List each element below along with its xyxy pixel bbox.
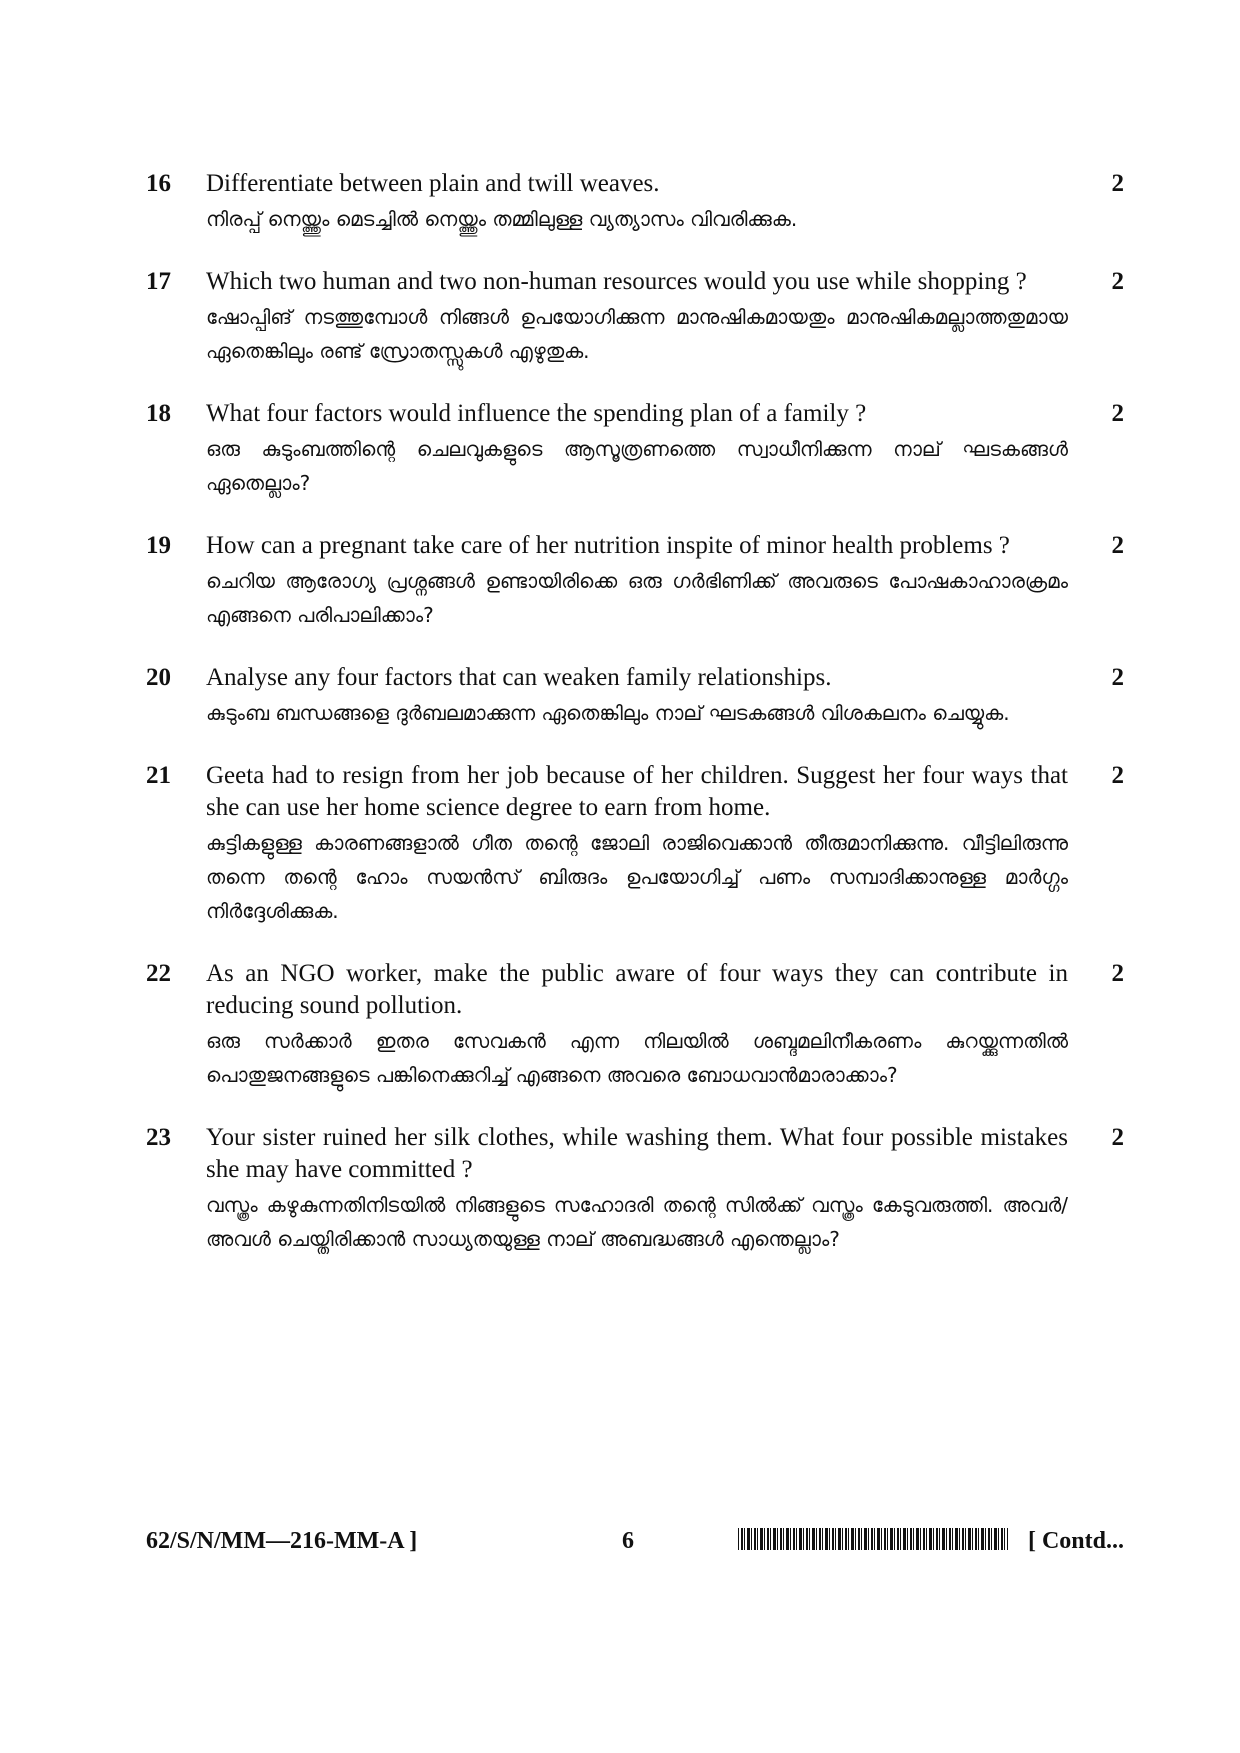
question-text-english: Differentiate between plain and twill weaves. [206,170,660,197]
question-16 [146,168,1124,236]
question-text-english: What four factors would influence the spending plan of a family ? [206,400,867,427]
question-text-malayalam: കുട്ടികളുള്ള കാരണങ്ങളാൽ ഗീത തന്റെ ജോലി രാജിവെക്കാൻ തീരുമാനിക്കുന്നു. വീട്ടിലിരുന്നു തന്നെ തന്റെ ഹോം സയൻസ് ബിരുദം ഉപയോഗിച്ച് പണം സമ്പാദിക്കാനുള്ള മാർഗ്ഗം നിർദ്ദേശിക്കുക. [206,831,1068,923]
question-number: 21 [146,762,171,789]
question-text-english: As an NGO worker, make the public aware of four ways they can contribute in reducing sound pollution. [206,960,1068,1019]
question-number: 17 [146,268,171,295]
question-body [206,530,1068,632]
question-marks: 2 [1111,170,1124,197]
question-number: 16 [146,170,171,197]
question-text-malayalam: ഒരു കുടുംബത്തിന്റെ ചെലവുകളുടെ ആസൂത്രണത്തെ സ്വാധീനിക്കുന്ന നാല് ഘടകങ്ങൾ ഏതെല്ലാം? [206,437,1068,495]
question-marks: 2 [1111,762,1124,789]
question-text-malayalam: വസ്ത്രം കഴുകുന്നതിനിടയിൽ നിങ്ങളുടെ സഹോദരി തന്റെ സിൽക്ക് വസ്ത്രം കേടുവരുത്തി. അവർ/അവൾ ചെയ്തിരിക്കാൻ സാധ്യതയുള്ള നാല് അബദ്ധങ്ങൾ എന്തെല്ലാം? [206,1193,1068,1251]
question-body [206,1122,1068,1256]
question-marks: 2 [1111,400,1124,427]
page-footer [146,1524,1124,1558]
question-body [206,266,1068,368]
question-number: 20 [146,664,171,691]
question-number: 19 [146,532,171,559]
question-17 [146,266,1124,368]
question-body [206,168,1068,236]
question-22 [146,958,1124,1092]
barcode-icon [738,1528,1008,1550]
question-text-english: Geeta had to resign from her job because of her children. Suggest her four ways that she can use her home science degree to earn from home. [206,762,1068,821]
question-21 [146,760,1124,928]
question-body [206,662,1068,730]
question-marks: 2 [1111,532,1124,559]
question-text-english: Which two human and two non-human resources would you use while shopping ? [206,268,1027,295]
question-text-english: How can a pregnant take care of her nutrition inspite of minor health problems ? [206,532,1010,559]
question-text-english: Analyse any four factors that can weaken family relationships. [206,664,832,691]
question-text-malayalam: ഷോപ്പിങ് നടത്തുമ്പോൾ നിങ്ങൾ ഉപയോഗിക്കുന്ന മാനുഷികമായതും മാനുഷികമല്ലാത്തതുമായ ഏതെങ്കിലും രണ്ട് സ്രോതസ്സുകൾ എഴുതുക. [206,305,1068,363]
question-marks: 2 [1111,960,1124,987]
question-23 [146,1122,1124,1256]
question-number: 22 [146,960,171,987]
question-20 [146,662,1124,730]
question-list [146,168,1124,1286]
question-text-malayalam: കുടുംബ ബന്ധങ്ങളെ ദുർബലമാക്കുന്ന ഏതെങ്കിലും നാല് ഘടകങ്ങൾ വിശകലനം ചെയ്യുക. [206,701,1010,725]
question-body [206,958,1068,1092]
question-text-malayalam: ഒരു സർക്കാർ ഇതര സേവകൻ എന്ന നിലയിൽ ശബ്ദമലിനീകരണം കുറയ്ക്കുന്നതിൽ പൊതുജനങ്ങളുടെ പങ്കിനെക്കുറിച്ച് എങ്ങനെ അവരെ ബോധവാൻമാരാക്കാം? [206,1029,1068,1087]
question-marks: 2 [1111,1124,1124,1151]
question-text-english: Your sister ruined her silk clothes, while washing them. What four possible mistakes she may have committed ? [206,1124,1068,1183]
question-text-malayalam: നിരപ്പ് നെയ്ത്തും മെടച്ചിൽ നെയ്ത്തും തമ്മിലുള്ള വ്യത്യാസം വിവരിക്കുക. [206,207,798,231]
paper-code: 62/S/N/MM—216-MM-A ] [146,1528,418,1554]
question-body [206,398,1068,500]
question-marks: 2 [1111,664,1124,691]
question-text-malayalam: ചെറിയ ആരോഗ്യ പ്രശ്നങ്ങൾ ഉണ്ടായിരിക്കെ ഒരു ഗർഭിണിക്ക് അവരുടെ പോഷകാഹാരക്രമം എങ്ങനെ പരിപാലിക്കാം? [206,569,1068,627]
question-19 [146,530,1124,632]
question-marks: 2 [1111,268,1124,295]
question-18 [146,398,1124,500]
page-number: 6 [622,1528,634,1554]
continued-label: [ Contd... [1027,1528,1124,1554]
question-number: 23 [146,1124,171,1151]
question-number: 18 [146,400,171,427]
question-body [206,760,1068,928]
